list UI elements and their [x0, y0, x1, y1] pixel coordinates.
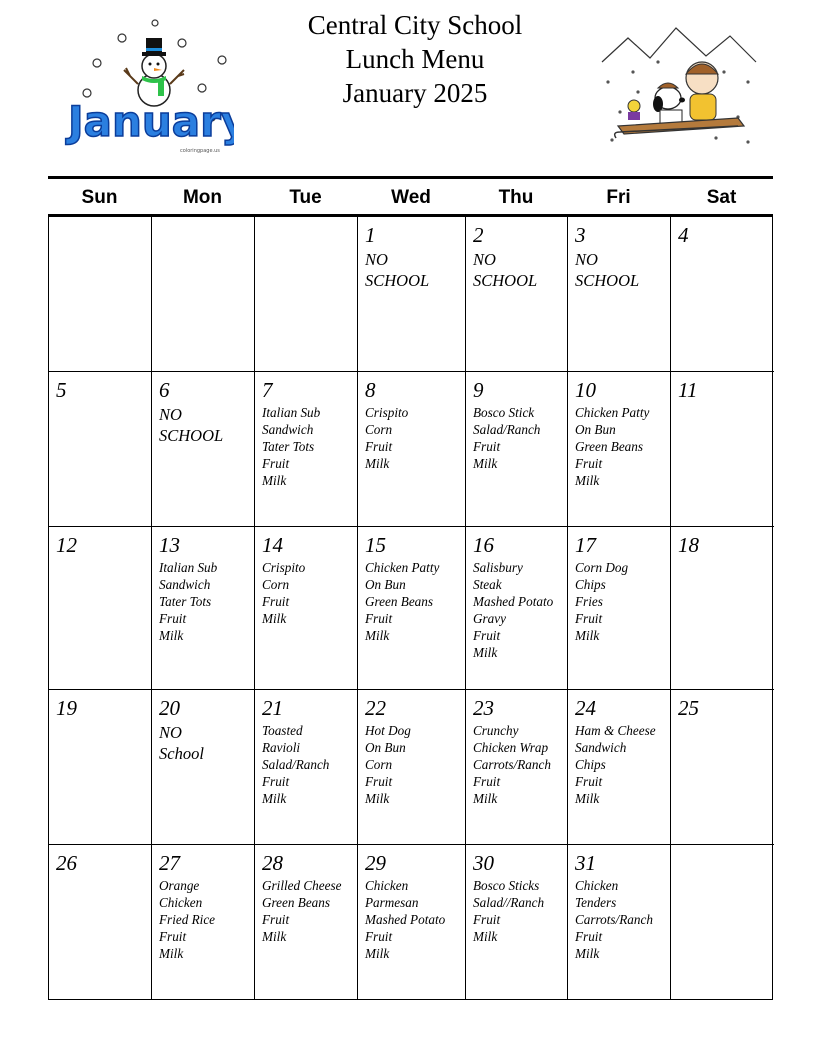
menu-item: Hot Dog: [365, 723, 411, 738]
menu-items: [159, 722, 252, 764]
menu-item: Chicken: [159, 895, 203, 910]
menu-items: [473, 722, 565, 807]
day-number: 30: [473, 851, 494, 875]
day-cell: [466, 372, 568, 527]
day-cell: [568, 527, 671, 690]
day-cell: [568, 690, 671, 845]
menu-item: Chicken Patty: [365, 560, 440, 575]
day-number: 13: [159, 533, 180, 557]
weekday-tue: Tue: [289, 187, 322, 208]
day-cell: [49, 527, 152, 690]
menu-item: Carrots/Ranch: [575, 912, 653, 927]
school-name: Central City School: [307, 10, 523, 40]
menu-item: Milk: [473, 456, 498, 471]
weekday-mon: Mon: [182, 187, 223, 208]
menu-item: Ham & Cheese: [575, 723, 656, 738]
menu-item: Chicken Patty: [575, 405, 650, 420]
menu-item: Corn Dog: [575, 560, 629, 575]
menu-item: Milk: [473, 929, 498, 944]
day-number: 7: [262, 378, 273, 402]
day-number: 16: [473, 533, 494, 557]
menu-item: Milk: [159, 628, 184, 643]
weekday-sun: Sun: [81, 187, 118, 208]
day-cell: [466, 527, 568, 690]
menu-items: [473, 249, 565, 291]
menu-item: Chicken Wrap: [473, 740, 549, 755]
menu-items: [159, 404, 252, 446]
menu-item: Mashed Potato: [473, 594, 554, 609]
menu-item: Italian Sub: [262, 405, 321, 420]
day-number: 26: [56, 851, 77, 875]
menu-item: Orange: [159, 878, 200, 893]
day-cell: [255, 217, 358, 372]
menu-item: Steak: [473, 577, 502, 592]
menu-item: Crispito: [262, 560, 306, 575]
menu-item: SCHOOL: [473, 271, 538, 290]
day-number: 20: [159, 696, 180, 720]
weekday-header-row: [48, 179, 773, 214]
day-number: 5: [56, 378, 67, 402]
menu-items: [473, 559, 565, 661]
day-cell: [152, 217, 255, 372]
menu-item: NO: [159, 723, 182, 742]
menu-item: SCHOOL: [575, 271, 640, 290]
day-number: 4: [678, 223, 689, 247]
day-number: 19: [56, 696, 77, 720]
menu-items: [365, 559, 463, 644]
day-cell: [255, 527, 358, 690]
menu-items: [365, 404, 463, 472]
day-number: 25: [678, 696, 699, 720]
menu-item: Milk: [262, 929, 287, 944]
menu-item: Fruit: [262, 456, 290, 471]
menu-item: NO: [473, 250, 496, 269]
day-cell: [49, 690, 152, 845]
day-number: 14: [262, 533, 283, 557]
menu-item: Milk: [365, 628, 390, 643]
menu-items: [473, 877, 565, 945]
menu-item: Fruit: [473, 628, 501, 643]
menu-item: Fruit: [262, 774, 290, 789]
menu-item: Green Beans: [575, 439, 643, 454]
menu-item: Fruit: [365, 774, 393, 789]
day-number: 3: [575, 223, 586, 247]
menu-item: Sandwich: [262, 422, 314, 437]
menu-item: Crunchy: [473, 723, 519, 738]
menu-item: On Bun: [365, 577, 406, 592]
day-cell: [671, 217, 774, 372]
menu-item: Parmesan: [365, 895, 419, 910]
menu-item: Carrots/Ranch: [473, 757, 551, 772]
menu-items: [365, 877, 463, 962]
menu-item: NO: [365, 250, 388, 269]
menu-item: Corn: [365, 757, 393, 772]
day-number: 22: [365, 696, 386, 720]
menu-item: Tater Tots: [262, 439, 315, 454]
menu-title: Lunch Menu: [345, 44, 485, 74]
menu-item: Chicken: [575, 878, 619, 893]
day-cell: [568, 845, 671, 1000]
day-number: 17: [575, 533, 596, 557]
menu-items: [262, 877, 355, 945]
menu-item: Gravy: [473, 611, 506, 626]
menu-item: Milk: [159, 946, 184, 961]
menu-items: [159, 877, 252, 962]
menu-item: Mashed Potato: [365, 912, 446, 927]
menu-item: Fruit: [575, 774, 603, 789]
svg-text:coloringpage.us: coloringpage.us: [180, 148, 220, 154]
menu-item: Bosco Sticks: [473, 878, 540, 893]
day-cell: [568, 372, 671, 527]
calendar-grid: [48, 217, 773, 1000]
menu-item: Chips: [575, 757, 606, 772]
menu-item: SCHOOL: [159, 426, 224, 445]
menu-item: Fruit: [262, 912, 290, 927]
day-number: 27: [159, 851, 180, 875]
menu-item: Chicken: [365, 878, 409, 893]
menu-item: Grilled Cheese: [262, 878, 342, 893]
day-cell: [49, 372, 152, 527]
menu-item: Milk: [575, 628, 600, 643]
day-cell: [152, 527, 255, 690]
menu-item: Tater Tots: [159, 594, 212, 609]
menu-item: On Bun: [365, 740, 406, 755]
day-number: 18: [678, 533, 699, 557]
menu-item: Ravioli: [262, 740, 301, 755]
day-cell: [255, 845, 358, 1000]
menu-item: School: [159, 744, 204, 763]
menu-item: Fruit: [365, 929, 393, 944]
day-number: 21: [262, 696, 283, 720]
day-cell: [671, 690, 774, 845]
menu-item: Crispito: [365, 405, 409, 420]
menu-item: Corn: [262, 577, 290, 592]
day-number: 10: [575, 378, 596, 402]
weekday-wed: Wed: [391, 187, 431, 208]
menu-items: [575, 722, 668, 807]
menu-items: [159, 559, 252, 644]
menu-item: Milk: [365, 946, 390, 961]
day-cell: [49, 845, 152, 1000]
day-number: 28: [262, 851, 283, 875]
day-cell: [152, 690, 255, 845]
day-cell: [358, 217, 466, 372]
menu-item: Fruit: [365, 439, 393, 454]
menu-item: Salad/Ranch: [262, 757, 330, 772]
day-number: 1: [365, 223, 376, 247]
day-number: 24: [575, 696, 596, 720]
menu-item: Milk: [262, 611, 287, 626]
day-cell: [671, 527, 774, 690]
day-cell: [152, 372, 255, 527]
menu-item: Fruit: [473, 912, 501, 927]
menu-item: Toasted: [262, 723, 303, 738]
menu-items: [575, 559, 668, 644]
menu-item: Fruit: [575, 929, 603, 944]
menu-items: [365, 722, 463, 807]
menu-item: NO: [575, 250, 598, 269]
menu-items: [575, 404, 668, 489]
day-cell: [671, 372, 774, 527]
menu-item: Milk: [473, 645, 498, 660]
menu-item: Fries: [575, 594, 603, 609]
menu-item: Milk: [575, 791, 600, 806]
menu-item: Fruit: [575, 456, 603, 471]
menu-item: Sandwich: [159, 577, 211, 592]
menu-item: Milk: [262, 791, 287, 806]
day-cell: [466, 845, 568, 1000]
menu-items: [575, 249, 668, 291]
day-number: 8: [365, 378, 376, 402]
menu-item: Fruit: [159, 611, 187, 626]
day-cell: [671, 845, 774, 1000]
menu-item: NO: [159, 405, 182, 424]
menu-item: Milk: [473, 791, 498, 806]
day-cell: [466, 690, 568, 845]
menu-items: [575, 877, 668, 962]
day-cell: [358, 372, 466, 527]
day-cell: [358, 845, 466, 1000]
menu-item: Bosco Stick: [473, 405, 535, 420]
day-number: 29: [365, 851, 386, 875]
menu-items: [262, 404, 355, 489]
menu-items: [262, 559, 355, 627]
menu-item: Tenders: [575, 895, 617, 910]
menu-item: Chips: [575, 577, 606, 592]
day-number: 23: [473, 696, 494, 720]
day-cell: [49, 217, 152, 372]
day-cell: [568, 217, 671, 372]
month-year: January 2025: [342, 78, 488, 108]
day-cell: [358, 690, 466, 845]
menu-item: On Bun: [575, 422, 616, 437]
menu-item: Fruit: [262, 594, 290, 609]
weekday-thu: Thu: [498, 187, 534, 208]
menu-item: Milk: [365, 456, 390, 471]
sled-scene-clipart: [598, 22, 758, 154]
svg-text:January: January: [68, 97, 234, 146]
weekday-sat: Sat: [706, 187, 737, 208]
menu-item: Milk: [365, 791, 390, 806]
day-number: 9: [473, 378, 484, 402]
menu-item: Fried Rice: [159, 912, 216, 927]
day-number: 6: [159, 378, 170, 402]
weekday-fri: Fri: [606, 187, 631, 208]
menu-item: SCHOOL: [365, 271, 430, 290]
menu-item: Corn: [365, 422, 393, 437]
menu-item: Salisbury: [473, 560, 523, 575]
menu-item: Fruit: [473, 774, 501, 789]
menu-item: Salad/Ranch: [473, 422, 541, 437]
january-snowman-clipart: [62, 18, 234, 158]
day-number: 31: [575, 851, 596, 875]
day-number: 2: [473, 223, 484, 247]
menu-item: Milk: [262, 473, 287, 488]
menu-item: Fruit: [575, 611, 603, 626]
page-title: [230, 8, 600, 110]
day-cell: [466, 217, 568, 372]
menu-item: Green Beans: [365, 594, 433, 609]
menu-item: Green Beans: [262, 895, 330, 910]
day-cell: [255, 690, 358, 845]
menu-items: [262, 722, 355, 807]
menu-item: Milk: [575, 473, 600, 488]
day-cell: [152, 845, 255, 1000]
menu-item: Fruit: [159, 929, 187, 944]
day-number: 11: [678, 378, 698, 402]
menu-item: Salad//Ranch: [473, 895, 545, 910]
menu-items: [365, 249, 463, 291]
menu-item: Sandwich: [575, 740, 627, 755]
day-number: 12: [56, 533, 77, 557]
menu-items: [473, 404, 565, 472]
day-cell: [255, 372, 358, 527]
menu-item: Italian Sub: [159, 560, 218, 575]
menu-item: Fruit: [473, 439, 501, 454]
day-number: 15: [365, 533, 386, 557]
menu-item: Milk: [575, 946, 600, 961]
day-cell: [358, 527, 466, 690]
menu-item: Fruit: [365, 611, 393, 626]
